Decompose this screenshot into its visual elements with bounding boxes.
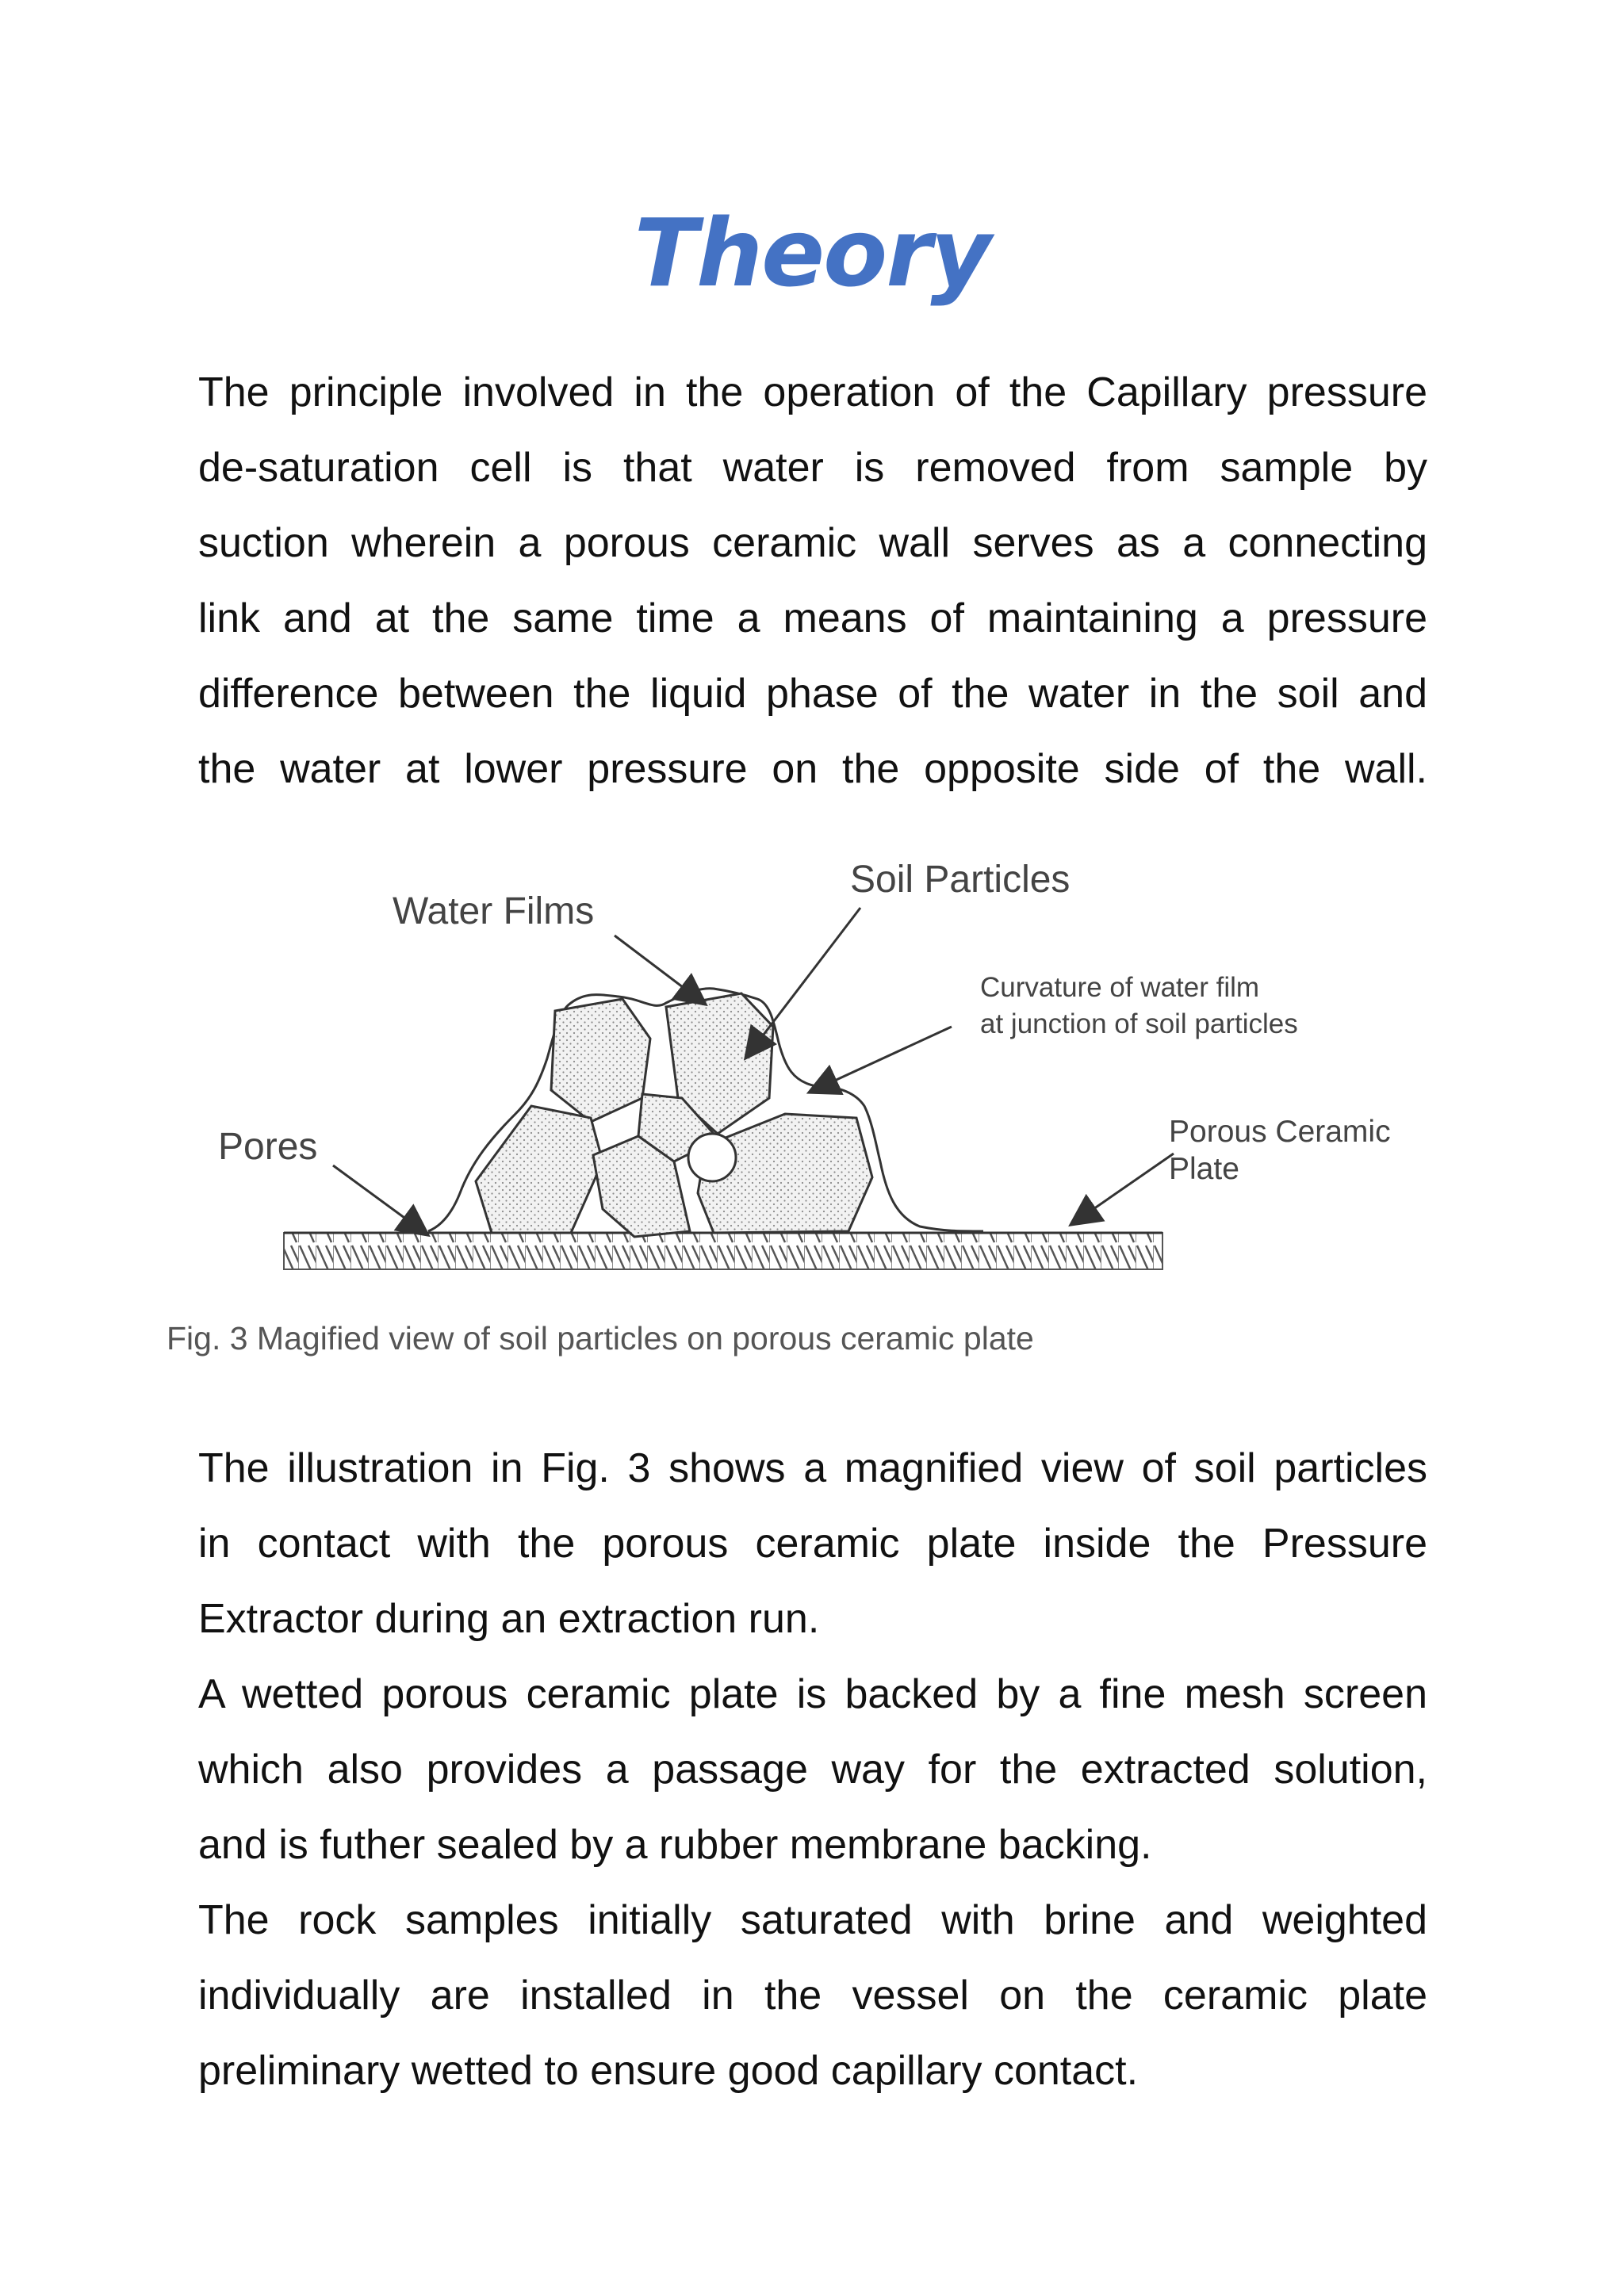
text-line: and is futher sealed by a rubber membrane backing. — [198, 1822, 1152, 1868]
paragraph-illustration — [198, 1431, 1427, 1657]
text-line: which also provides a passage way for the extracted solution, — [198, 1747, 1427, 1793]
label-curvature-line2: at junction of soil particles — [980, 1008, 1298, 1039]
text-line: link and at the same time a means of maintaining a pressure — [198, 595, 1427, 641]
label-water-films: Water Films — [393, 890, 595, 932]
soil-particles-figure — [159, 860, 1427, 1368]
text-line: the water at lower pressure on the opposite side of the wall. — [198, 746, 1427, 792]
label-porous-ceramic-line1: Porous Ceramic — [1169, 1115, 1391, 1149]
paragraph-ceramic-plate — [198, 1657, 1427, 1883]
label-curvature-line1: Curvature of water film — [980, 972, 1260, 1003]
text-line: preliminary wetted to ensure good capillary contact. — [198, 2048, 1139, 2094]
text-line: Extractor during an extraction run. — [198, 1596, 820, 1642]
text-line: in contact with the porous ceramic plate inside the Pressure — [198, 1521, 1427, 1567]
paragraph-principle — [198, 355, 1427, 807]
figure-caption: Fig. 3 Magified view of soil particles on porous ceramic plate — [167, 1320, 1034, 1357]
label-porous-ceramic-line2: Plate — [1169, 1152, 1239, 1186]
text-line: individually are installed in the vessel on the ceramic plate — [198, 1973, 1427, 2019]
label-pores: Pores — [218, 1126, 318, 1168]
soil-particle — [551, 999, 650, 1122]
text-line: de-saturation cell is that water is removed from sample by — [198, 445, 1427, 491]
label-soil-particles: Soil Particles — [850, 860, 1071, 901]
soil-particles-diagram — [159, 860, 1427, 1368]
text-line: The rock samples initially saturated with brine and weighted — [198, 1897, 1427, 1943]
text-line: The illustration in Fig. 3 shows a magnified view of soil particles — [198, 1445, 1427, 1491]
page-title: Theory — [634, 198, 990, 308]
text-line: A wetted porous ceramic plate is backed by a fine mesh screen — [198, 1671, 1427, 1717]
porous-ceramic-plate — [284, 1233, 1162, 1269]
text-line: suction wherein a porous ceramic wall serves as a connecting — [198, 520, 1427, 566]
text-line: The principle involved in the operation of the Capillary pressure — [198, 369, 1427, 415]
text-line: difference between the liquid phase of the water in the soil and — [198, 671, 1427, 717]
soil-particle — [476, 1106, 603, 1233]
pore-bubble — [688, 1134, 736, 1181]
paragraph-rock-samples — [198, 1883, 1427, 2109]
